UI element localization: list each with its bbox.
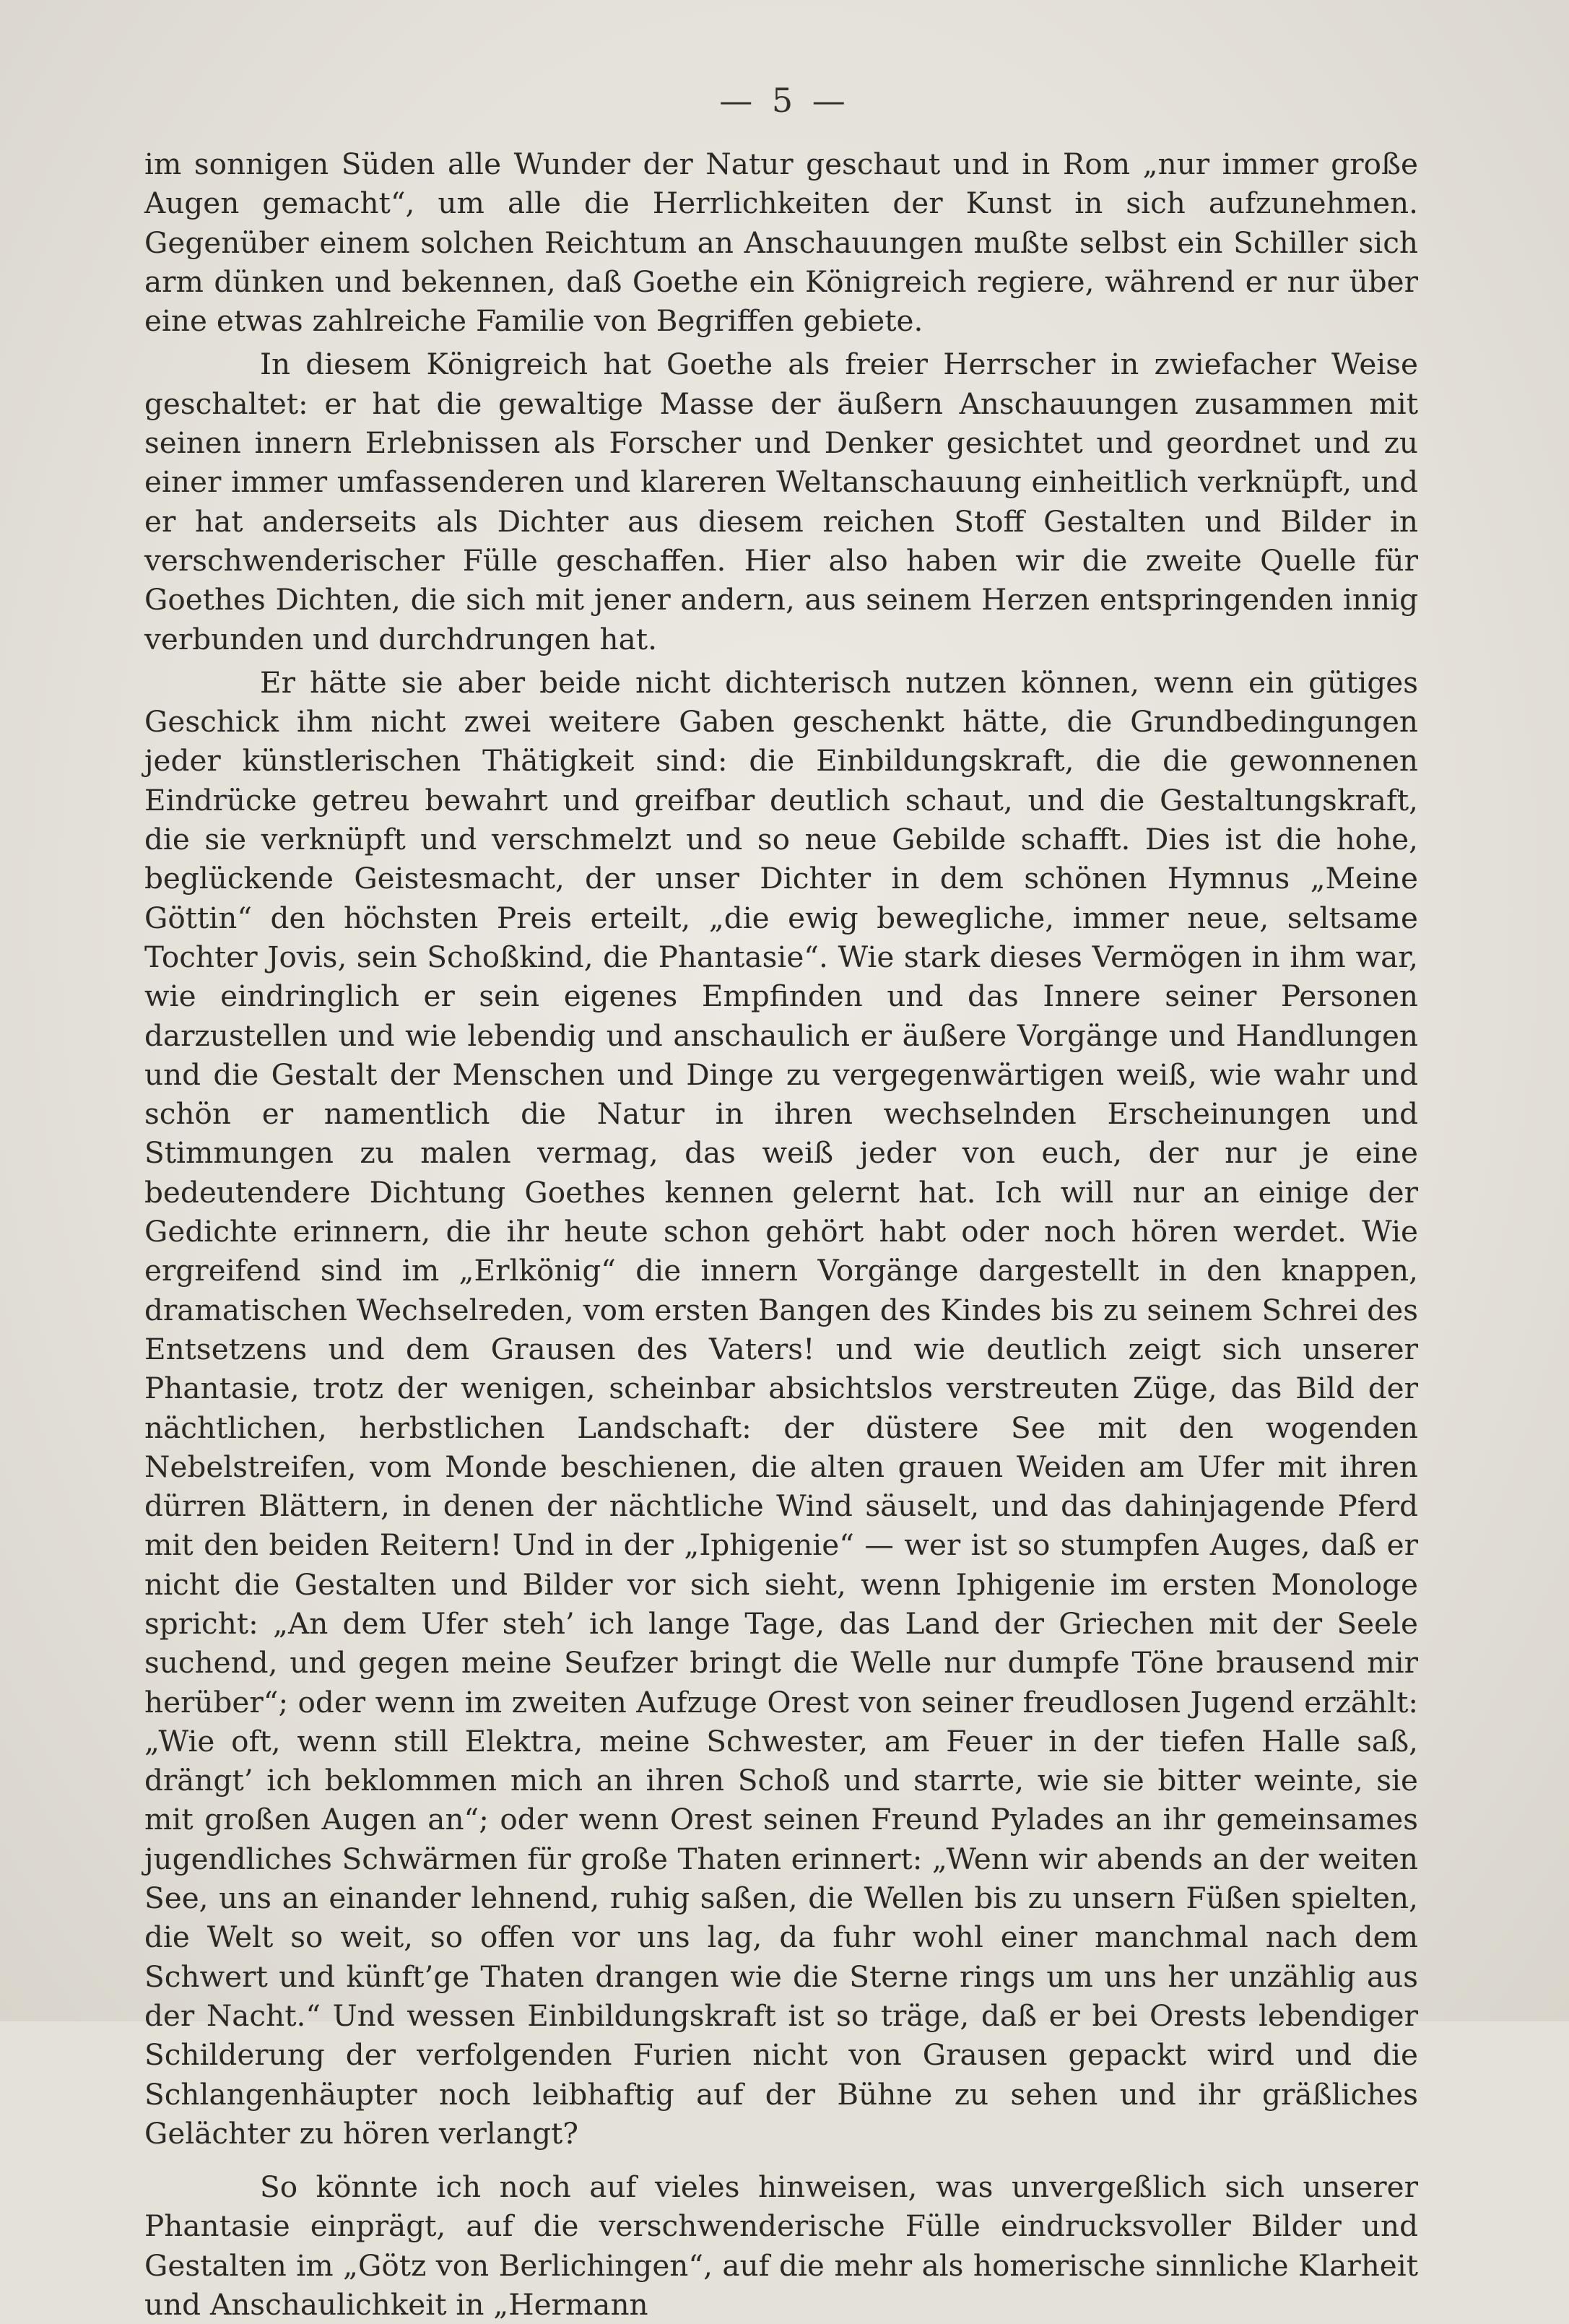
body-text xyxy=(144,144,1418,2324)
paragraph-4: So könnte ich noch auf vieles hinweisen, was unvergeßlich sich unserer Phantasie einprägt, auf die verschwenderische Fülle eindrucksvoller Bilder und Gestalten im „Götz von Berlichingen“, auf die mehr als homerische sinnliche Klarheit und Anschaulichkeit in „Hermann xyxy=(144,2169,1418,2323)
paragraph-3: Er hätte sie aber beide nicht dichterisch nutzen können, wenn ein gütiges Geschick ihm nicht zwei weitere Gaben geschenkt hätte, die Grundbedingungen jeder künstlerischen Thätigkeit sind: die Einbildungskraft, die die gewonnenen Eindrücke getreu bewahrt und greifbar deutlich schaut, und die Gestaltungskraft, die sie verknüpft und verschmelzt und so neue Gebilde schafft. Dies ist die hohe, beglückende Geistesmacht, der unser Dichter in dem schönen Hymnus „Meine Göttin“ den höchsten Preis erteilt, „die ewig bewegliche, immer neue, seltsame Tochter Jovis, sein Schoßkind, die Phantasie“. Wie stark dieses Vermögen in ihm war, wie eindringlich er sein eigenes Empfinden und das Innere seiner Personen darzustellen und wie lebendig und anschaulich er äußere Vorgänge und Handlungen und die Gestalt der Menschen und Dinge zu vergegenwärtigen weiß, wie wahr und schön er namentlich die Natur in ihren wechselnden Erscheinungen und Stimmungen zu malen vermag, das weiß jeder von euch, der nur je eine bedeutendere Dichtung Goethes kennen gelernt hat. Ich will nur an einige der Gedichte erinnern, die ihr heute schon gehört habt oder noch hören werdet. Wie ergreifend sind im „Erlkönig“ die innern Vorgänge dargestellt in den knappen, dramatischen Wechselreden, vom ersten Bangen des Kindes bis zu seinem Schrei des Entsetzens und dem Grausen des Vaters! und wie deutlich zeigt sich unserer Phantasie, trotz der wenigen, scheinbar absichtslos verstreuten Züge, das Bild der nächtlichen, herbstlichen Landschaft: der düstere See mit den wogenden Nebelstreifen, vom Monde beschienen, die alten grauen Weiden am Ufer mit ihren dürren Blättern, in denen der nächtliche Wind säuselt, und das dahinjagende Pferd mit den beiden Reitern! Und in der „Iphigenie“ — wer ist so stumpfen Auges, daß er nicht die Gestalten und Bilder vor sich sieht, wenn Iphigenie im ersten Monologe spricht: „An dem Ufer steh’ ich lange Tage, das Land der Griechen mit der Seele suchend, und gegen meine Seufzer bringt die Welle nur dumpfe Töne brausend mir herüber“; oder wenn im zweiten Aufzuge Orest von seiner freudlosen Jugend erzählt: „Wie oft, wenn still Elektra, meine Schwester, am Feuer in der tiefen Halle saß, drängt’ ich beklommen mich an ihren Schoß und starrte, wie sie bitter weinte, sie mit großen Augen an“; oder wenn Orest seinen Freund Pylades an ihr gemeinsames jugendliches Schwärmen für große Thaten erinnert: „Wenn wir abends an der weiten See, uns an einander lehnend, ruhig saßen, die Wellen bis zu unsern Füßen spielten, die Welt so weit, so offen vor uns lag, da fuhr wohl einer manchmal nach dem Schwert und künft’ge Thaten drangen wie die Sterne rings um uns her unzählig aus der Nacht.“ Und wessen Einbildungskraft ist so träge, daß er bei Orests lebendiger Schilderung der verfolgenden Furien nicht von Grausen gepackt wird und die Schlangenhäupter noch leibhaftig auf der Bühne zu sehen und ihr gräßliches Gelächter zu hören verlangt? xyxy=(144,664,1418,2151)
paragraph-1: im sonnigen Süden alle Wunder der Natur geschaut und in Rom „nur immer große Augen gemacht“, um alle die Herrlichkeiten der Kunst in sich aufzunehmen. Gegenüber einem solchen Reichtum an Anschauungen mußte selbst ein Schiller sich arm dünken und bekennen, daß Goethe ein Königreich regiere, während er nur über eine etwas zahlreiche Familie von Begriffen gebiete. xyxy=(144,147,1418,339)
paragraph-2: In diesem Königreich hat Goethe als freier Herrscher in zwiefacher Weise geschaltet: er hat die gewaltige Masse der äußern Anschauungen zusammen mit seinen innern Erlebnissen als Forscher und Denker gesichtet und geordnet und zu einer immer umfassenderen und klareren Weltanschauung einheitlich verknüpft, und er hat anderseits als Dichter aus diesem reichen Stoff Gestalten und Bilder in verschwenderischer Fülle geschaffen. Hier also haben wir die zweite Quelle für Goethes Dichten, die sich mit jener andern, aus seinem Herzen entspringenden innig verbunden und durchdrungen hat. xyxy=(144,347,1418,656)
page-number: — 5 — xyxy=(719,81,850,120)
